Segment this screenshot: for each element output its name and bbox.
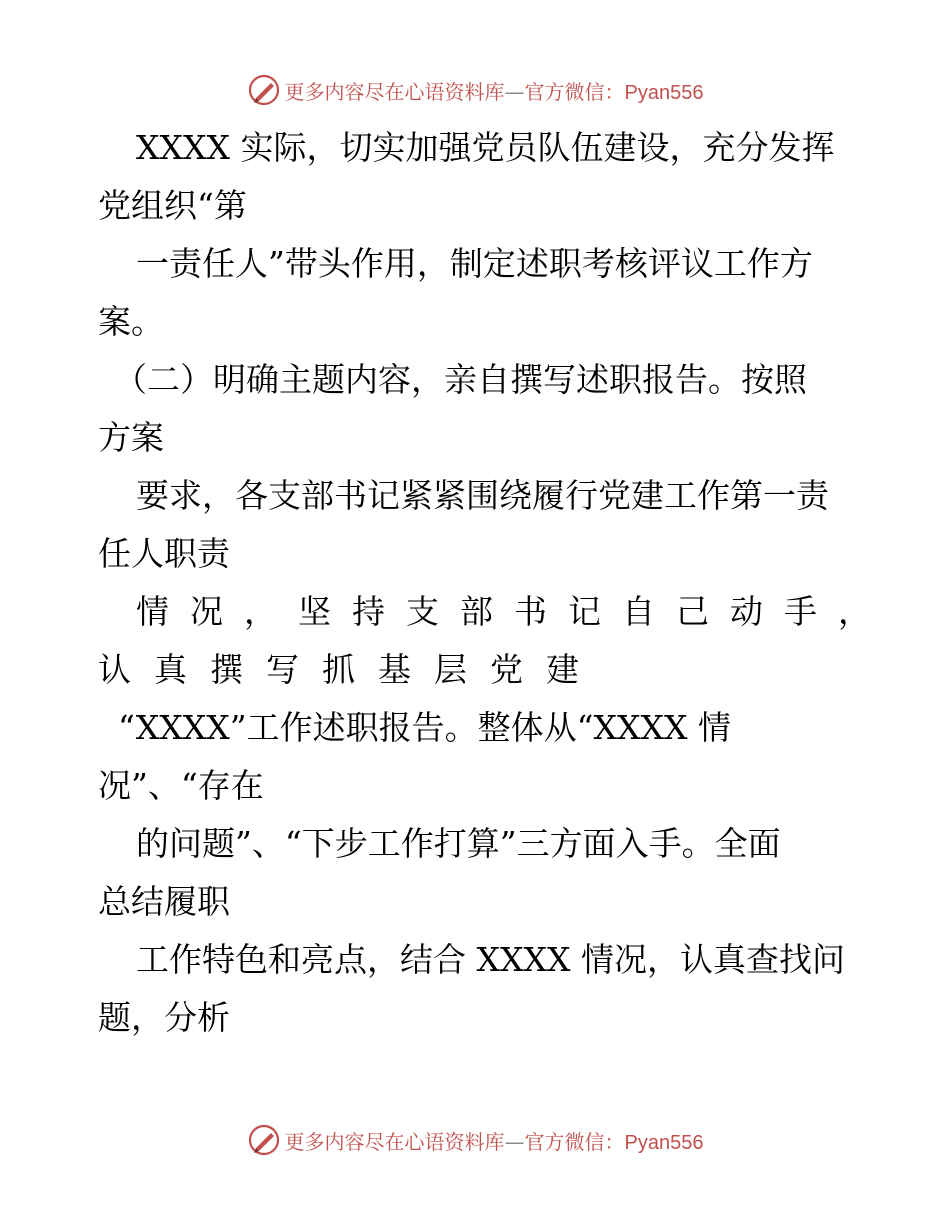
watermark-main: 更多内容尽在心语资料库 (284, 79, 505, 104)
watermark-text (285, 1126, 704, 1155)
body-line: 情况，坚持支部书记自己动手， (136, 592, 892, 631)
watermark-label: 官方微信： (524, 1129, 625, 1154)
watermark-separator: — (504, 1129, 525, 1154)
body-line: 方案 (98, 418, 164, 457)
body-line: XXXX 实际，切实加强党员队伍建设，充分发挥 (136, 128, 835, 167)
watermark-text (285, 76, 704, 105)
body-line: 认真撰写抓基层党建 (98, 650, 602, 689)
body-line: （二）明确主题内容，亲自撰写述职报告。按照 (114, 360, 807, 399)
body-line: 总结履职 (98, 882, 230, 921)
body-line: 题，分析 (98, 998, 230, 1037)
pen-logo-icon (247, 1123, 281, 1157)
watermark-id: Pyan556 (624, 1131, 704, 1154)
body-line: 工作特色和亮点，结合 XXXX 情况，认真查找问 (136, 940, 845, 979)
header-watermark (0, 70, 950, 110)
pen-logo-icon (247, 73, 281, 107)
watermark-main: 更多内容尽在心语资料库 (284, 1129, 505, 1154)
watermark-id: Pyan556 (624, 81, 704, 104)
body-line: 的问题”、“下步工作打算”三方面入手。全面 (136, 824, 781, 863)
body-line: “XXXX”工作述职报告。整体从“XXXX 情 (118, 708, 731, 747)
body-line: 要求，各支部书记紧紧围绕履行党建工作第一责 (136, 476, 829, 515)
watermark-separator: — (504, 79, 525, 104)
body-line: 任人职责 (98, 534, 230, 573)
body-line: 况”、“存在 (98, 766, 264, 805)
body-line: 一责任人”带头作用，制定述职考核评议工作方 (136, 244, 813, 283)
body-line: 案。 (98, 302, 164, 341)
body-line: 党组织“第 (98, 186, 247, 225)
watermark-label: 官方微信： (524, 79, 625, 104)
footer-watermark (0, 1120, 950, 1160)
